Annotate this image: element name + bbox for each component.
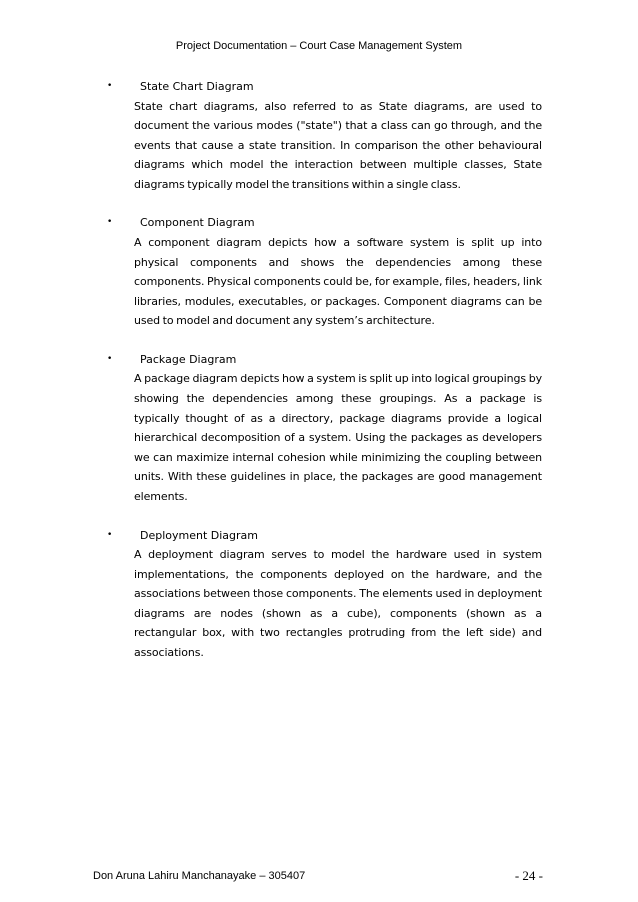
bullet-icon: • (107, 217, 113, 228)
section-body: A component diagram depicts how a software system is split up into physical components and shows the dependencies among these components. Physical components could be, for example, files, headers, link libraries, modules, executables, or packages. Component diagrams can be used to model and document any system’s architecture. (134, 235, 542, 328)
section-title: Deployment Diagram (140, 528, 259, 542)
page-header: Project Documentation – Court Case Management System (175, 40, 463, 52)
bullet-icon: • (107, 81, 113, 91)
bullet-icon: • (107, 353, 113, 364)
section-package-diagram (107, 350, 542, 507)
footer-author: Don Aruna Lahiru Manchanayake – 305407 (93, 870, 306, 882)
section-deployment-diagram (107, 526, 542, 663)
section-title: State Chart Diagram (140, 80, 254, 93)
section-state-chart-diagram (107, 77, 542, 194)
section-body: A package diagram depicts how a system is split up into logical groupings by showing the dependencies among these groupings. As a package is typically thought of as a directory, package diagrams provide a logical hierarchical decomposition of a system. Using the packages as developers we can maximize internal cohesion while minimizing the coupling between units. With these guidelines in place, the packages are good management elements. (134, 372, 542, 503)
section-component-diagram (107, 213, 542, 330)
section-body: A deployment diagram serves to model the hardware used in system implementations, the components deployed on the hardware, and the associations between those components. The elements used in deployment diagrams are nodes (shown as a cube), components (shown as a rectangular box, with two rectangles protruding from the left side) and associations. (134, 548, 542, 660)
bullet-icon: • (107, 529, 113, 540)
section-body: State chart diagrams, also referred to as State diagrams, are used to document the various modes ("state") that a class can go through, and the events that cause a state transition. In comparison the other behavioural diagrams which model the interaction between multiple classes, State diagrams typically model the transitions within a single class. (134, 99, 542, 191)
page-number: - 24 - (514, 868, 543, 883)
page-footer (93, 868, 543, 884)
document-content (107, 77, 542, 682)
section-title: Component Diagram (140, 216, 255, 230)
section-title: Package Diagram (140, 352, 237, 366)
